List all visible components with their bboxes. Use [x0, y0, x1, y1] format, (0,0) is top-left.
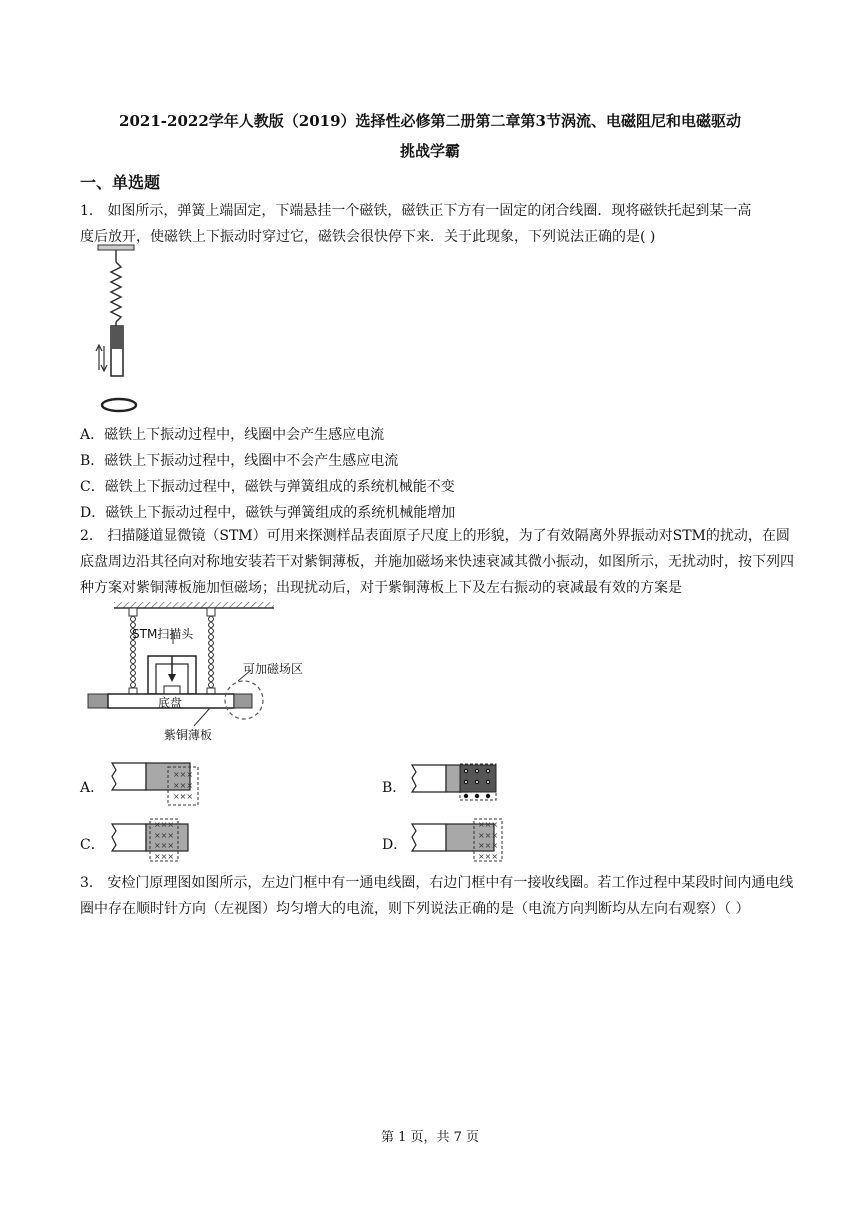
q2-option-a-label: A． [80, 780, 105, 796]
q2-option-d-label: D． [382, 837, 408, 853]
q2-option-c-label: C． [80, 837, 105, 853]
document-subtitle: 挑战学霸 [399, 142, 460, 160]
svg-text:×××: ××× [153, 820, 175, 829]
q2-stem: 2． 扫描隧道显微镜（STM）可用来探测样品表面原子尺度上的形貌，为了有效隔离外界振动对STM的扰动，在圆底盘周边沿其径向对称地安装若干对紫铜薄板，并施加磁场来快速衰减其微小振动，如图所示，无扰动时，按下列四种方案对紫铜薄板施加恒磁场；出现扰动后，对于紫铜薄板上下及左右振动的衰减最有效的方案是 [80, 528, 794, 596]
q1-option-c: C．磁铁上下振动过程中，磁铁与弹簧组成的系统机械能不变 [80, 479, 455, 495]
svg-text:×××: ××× [477, 841, 499, 850]
svg-text:×××: ××× [153, 852, 175, 861]
section-heading: 一、单选题 [80, 173, 161, 192]
q1-option-d: D．磁铁上下振动过程中，磁铁与弹簧组成的系统机械能增加 [80, 505, 456, 521]
svg-text:×××: ××× [172, 770, 194, 779]
q1-stem-line2: 度后放开，使磁铁上下振动时穿过它，磁铁会很快停下来．关于此现象，下列说法正确的是( ) [80, 229, 656, 245]
page-footer: 第 1 页，共 7 页 [380, 1130, 480, 1145]
q2-option-c-figure [110, 816, 205, 864]
copper-plate-label: 紫铜薄板 [164, 728, 213, 742]
q1-option-b: B．磁铁上下振动过程中，线圈中不会产生感应电流 [80, 453, 399, 469]
svg-text:×××: ××× [172, 781, 194, 790]
svg-text:×××: ××× [477, 831, 499, 840]
magnetic-zone-label: 可加磁场区 [243, 662, 304, 676]
document-title: 2021-2022学年人教版（2019）选择性必修第二册第二章第3节涡流、电磁阻尼和电磁驱动 [119, 112, 741, 130]
q1-option-a: A．磁铁上下振动过程中，线圈中会产生感应电流 [80, 427, 385, 443]
stm-head-label: STM扫描头 [132, 627, 194, 641]
svg-text:×××: ××× [153, 831, 175, 840]
svg-text:×××: ××× [172, 792, 194, 801]
base-label: 底盘 [158, 696, 183, 710]
q2-option-a-figure [110, 760, 205, 810]
q1-stem-line1: 1． 如图所示，弹簧上端固定，下端悬挂一个磁铁，磁铁正下方有一固定的闭合线圈．现将磁铁托起到某一高 [80, 203, 752, 219]
q2-option-d-figure [410, 816, 510, 864]
svg-text:×××: ××× [153, 841, 175, 850]
svg-text:×××: ××× [477, 852, 499, 861]
spring-magnet-figure [90, 242, 150, 420]
q2-option-b-label: B． [382, 780, 407, 796]
q3-stem: 3． 安检门原理图如图所示，左边门框中有一通电线圈，右边门框中有一接收线圈。若工作过程中某段时间内通电线圈中存在顺时针方向（左视图）均匀增大的电流，则下列说法正确的是（电流方向判断均从左向右观察）（ ） [80, 875, 794, 917]
svg-text:×××: ××× [477, 820, 499, 829]
q2-option-b-figure [410, 760, 505, 810]
